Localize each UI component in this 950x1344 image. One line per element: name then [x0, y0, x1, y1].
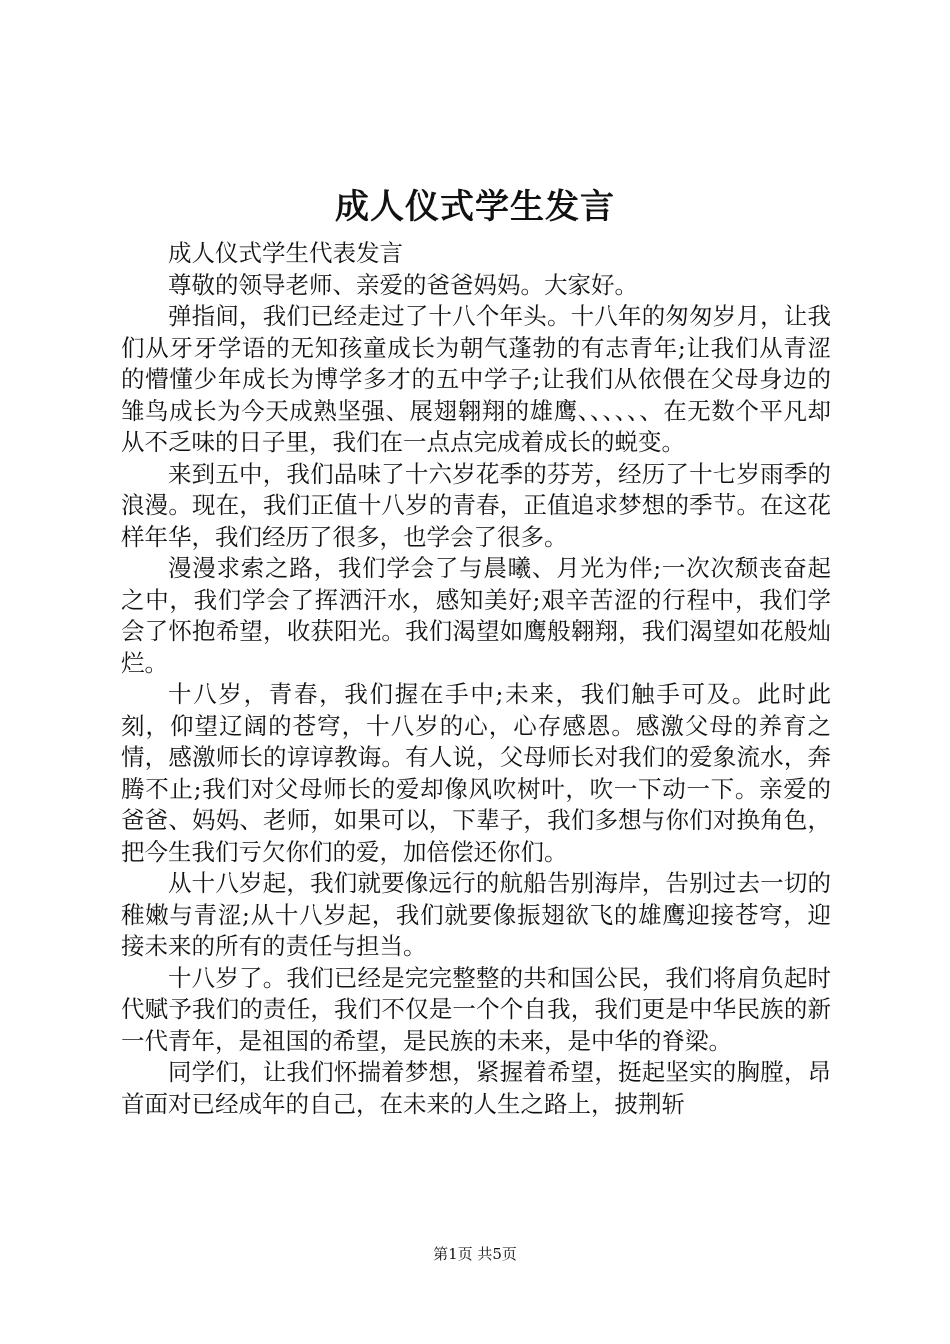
paragraph: 同学们，让我们怀揣着梦想，紧握着希望，挺起坚实的胸膛，昂首面对已经成年的自己，在未来的人生之路上，披荆斩	[121, 1058, 831, 1118]
paragraph: 从十八岁起，我们就要像远行的航船告别海岸，告别过去一切的稚嫩与青涩;从十八岁起，我们就要像振翅欲飞的雄鹰迎接苍穹，迎接未来的所有的责任与担当。	[121, 869, 831, 960]
paragraph: 弹指间，我们已经走过了十八个年头。十八年的匆匆岁月，让我们从牙牙学语的无知孩童成长为朝气蓬勃的有志青年;让我们从青涩的懵懂少年成长为博学多才的五中学子;让我们从依偎在父母身边的雏鸟成长为今天成熟坚强、展翅翱翔的雄鹰、、、、、、在无数个平凡却从不乏味的日子里，我们在一点点完成着成长的蜕变。	[121, 302, 831, 456]
document-title: 成人仪式学生发言	[335, 187, 615, 227]
paragraph: 十八岁，青春，我们握在手中;未来，我们触手可及。此时此刻，仰望辽阔的苍穹，十八岁的心，心存感恩。感激父母的养育之情，感激师长的谆谆教诲。有人说，父母师长对我们的爱象流水，奔腾不止;我们对父母师长的爱却像风吹树叶，吹一下动一下。亲爱的爸爸、妈妈、老师，如果可以，下辈子，我们多想与你们对换角色，把今生我们亏欠你们的爱，加倍偿还你们。	[121, 680, 831, 866]
paragraph-subtitle: 成人仪式学生代表发言	[168, 239, 403, 267]
paragraph-greeting: 尊敬的领导老师、亲爱的爸爸妈妈。大家好。	[168, 270, 638, 299]
paragraph: 来到五中，我们品味了十六岁花季的芬芳，经历了十七岁雨季的浪漫。现在，我们正值十八岁的青春，正值追求梦想的季节。在这花样年华，我们经历了很多，也学会了很多。	[121, 459, 831, 551]
document-body	[121, 238, 831, 1120]
paragraph: 十八岁了。我们已经是完完整整的共和国公民，我们将肩负起时代赋予我们的责任，我们不仅是一个个自我，我们更是中华民族的新一代青年，是祖国的希望，是民族的未来，是中华的脊梁。	[121, 963, 831, 1055]
paragraph: 漫漫求索之路，我们学会了与晨曦、月光为伴;一次次颓丧奋起之中，我们学会了挥洒汗水，感知美好;艰辛苦涩的行程中，我们学会了怀抱希望，收获阳光。我们渴望如鹰般翱翔，我们渴望如花般灿烂。	[121, 554, 831, 677]
page-footer: 第1页 共5页	[433, 1245, 517, 1263]
